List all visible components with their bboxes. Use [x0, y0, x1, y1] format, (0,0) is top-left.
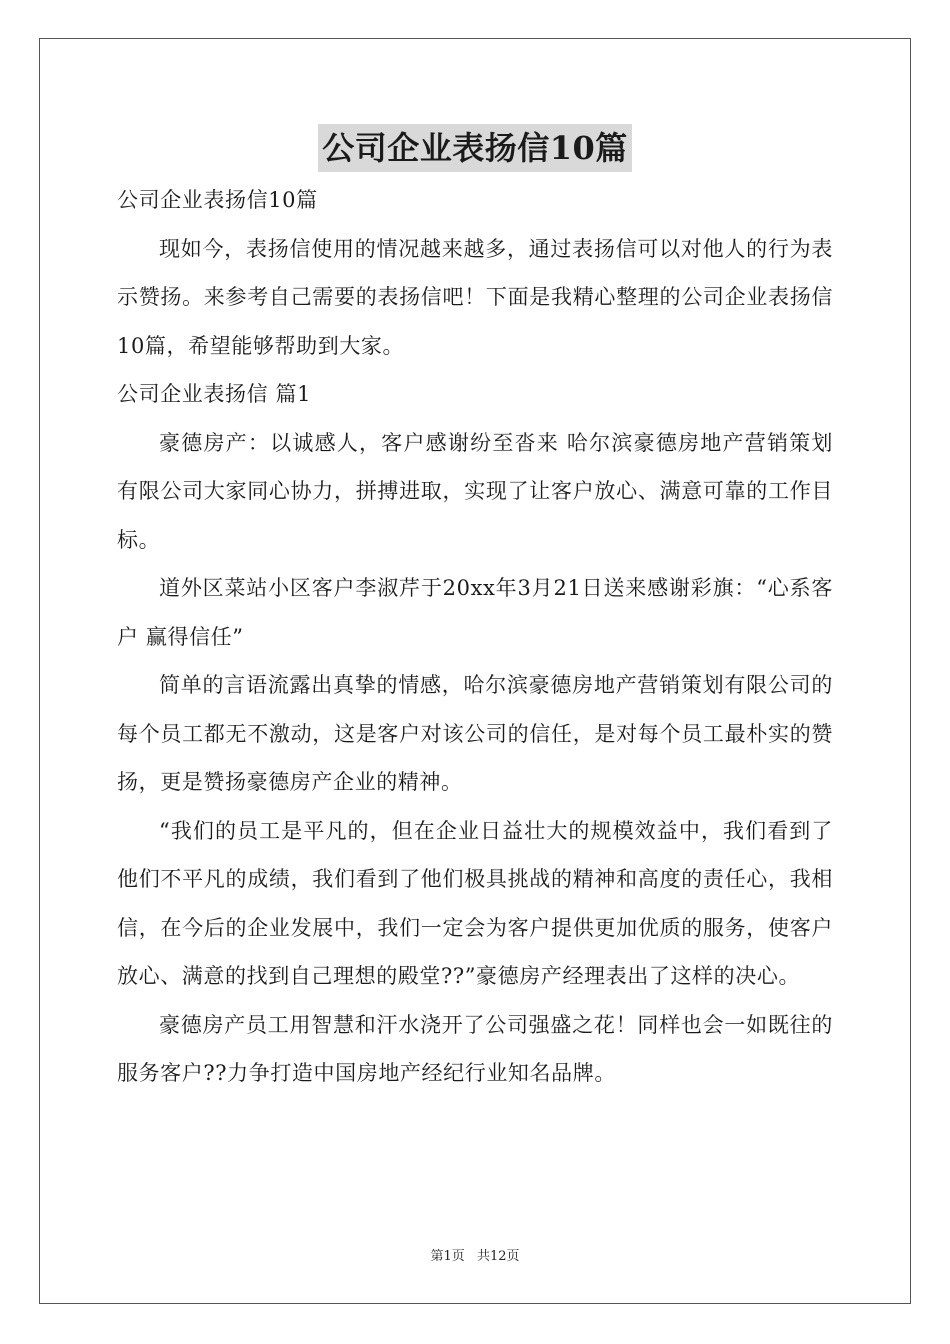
paragraph: 豪德房产：以诚感人，客户感谢纷至沓来 哈尔滨豪德房地产营销策划有限公司大家同心协力，拼搏进取，实现了让客户放心、满意可靠的工作目标。 [117, 430, 833, 552]
page-number: 第1页 [430, 1249, 465, 1264]
document-body [117, 176, 833, 1098]
paragraph: 公司企业表扬信10篇 [117, 188, 318, 212]
page-total: 共12页 [476, 1249, 520, 1264]
paragraph: 公司企业表扬信 篇1 [117, 382, 312, 406]
paragraph: 豪德房产员工用智慧和汗水浇开了公司强盛之花！同样也会一如既往的服务客户??力争打造中国房地产经纪行业知名品牌。 [117, 1012, 833, 1085]
paragraph: “我们的员工是平凡的，但在企业日益壮大的规模效益中，我们看到了他们不平凡的成绩，我们看到了他们极具挑战的精神和高度的责任心，我相信，在今后的企业发展中，我们一定会为客户提供更加优质的服务，使客户放心、满意的找到自己理想的殿堂??”豪德房产经理表出了这样的决心。 [117, 818, 833, 988]
document-title: 公司企业表扬信10篇 [318, 124, 632, 172]
paragraph: 道外区菜站小区客户李淑芹于20xx年3月21日送来感谢彩旗：“心系客户 赢得信任” [117, 576, 833, 649]
paragraph: 现如今，表扬信使用的情况越来越多，通过表扬信可以对他人的行为表示赞扬。来参考自己需要的表扬信吧！下面是我精心整理的公司企业表扬信10篇，希望能够帮助到大家。 [117, 236, 833, 358]
paragraph: 简单的言语流露出真挚的情感，哈尔滨豪德房地产营销策划有限公司的每个员工都无不激动，这是客户对该公司的信任，是对每个员工最朴实的赞扬，更是赞扬豪德房产企业的精神。 [117, 673, 833, 794]
page-footer [0, 1245, 950, 1264]
title-container [0, 124, 950, 172]
